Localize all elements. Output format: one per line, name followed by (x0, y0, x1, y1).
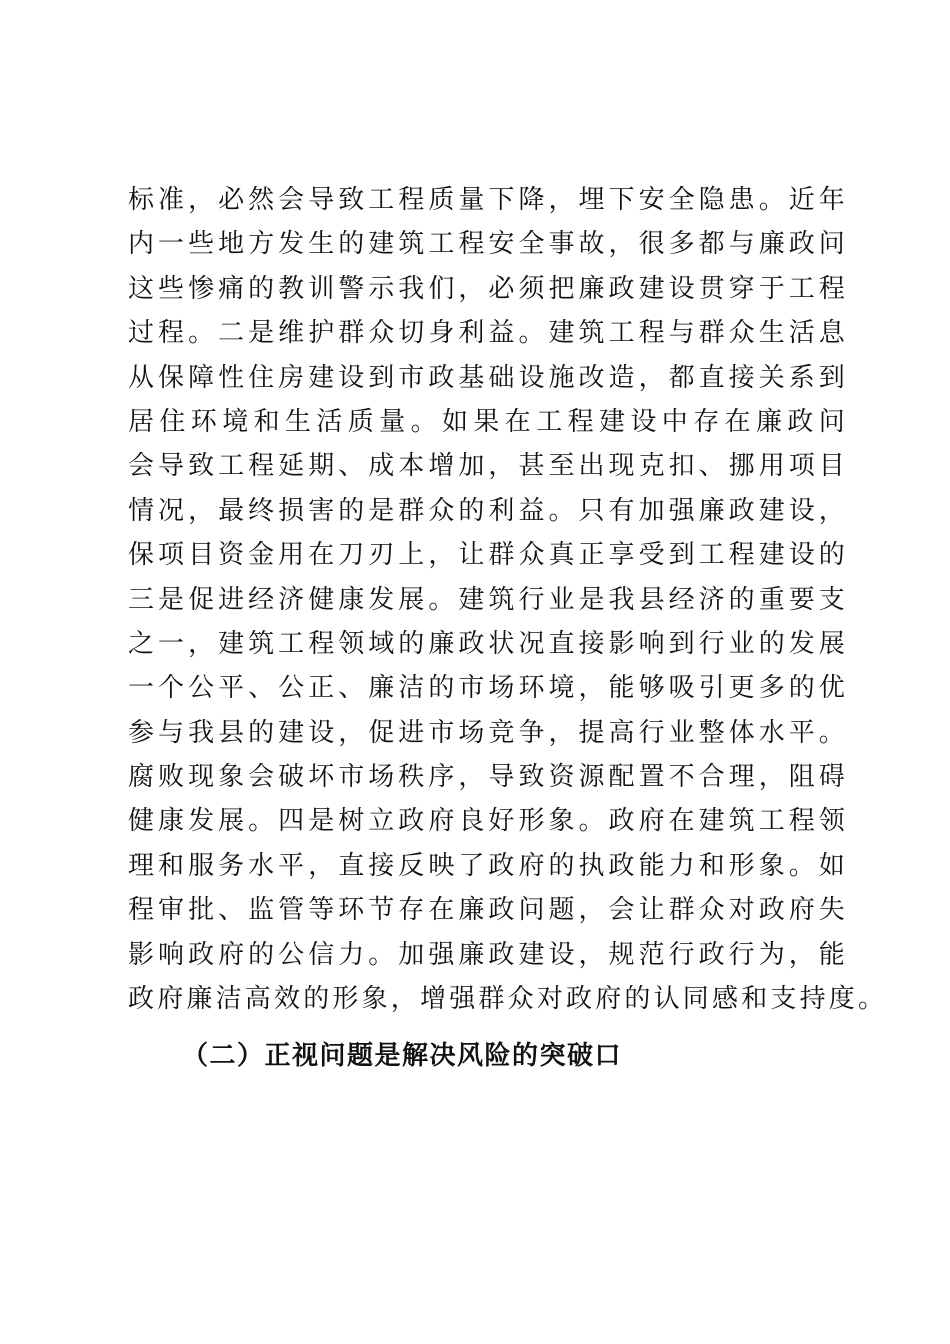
text-line: 从保障性住房建设到市政基础设施改造，都直接关系到 (128, 362, 848, 393)
text-line: 参与我县的建设，促进市场竞争，提高行业整体水平。 (128, 717, 848, 748)
text-line: 三是促进经济健康发展。建筑行业是我县经济的重要支 (128, 584, 848, 615)
text-line-last: 政府廉洁高效的形象，增强群众对政府的认同感和支持度。 (128, 984, 888, 1015)
text-line: 之一，建筑工程领域的廉政状况直接影响到行业的发展 (128, 628, 848, 659)
text-line: 这些惨痛的教训警示我们，必须把廉政建设贯穿于工程 (128, 273, 848, 304)
text-line: 健康发展。四是树立政府良好形象。政府在建筑工程领 (128, 806, 848, 837)
text-line: 居住环境和生活质量。如果在工程建设中存在廉政问 (128, 406, 848, 437)
text-line: 内一些地方发生的建筑工程安全事故，很多都与廉政问 (128, 229, 848, 260)
text-line: 标准，必然会导致工程质量下降，埋下安全隐患。近年 (128, 185, 848, 215)
text-line: 保项目资金用在刀刃上，让群众真正享受到工程建设的 (128, 540, 848, 571)
body-paragraph (128, 178, 888, 1021)
text-line: 腐败现象会破坏市场秩序，导致资源配置不合理，阻碍 (128, 762, 848, 793)
section-heading: （二）正视问题是解决风险的突破口 (182, 1041, 623, 1071)
text-line: 过程。二是维护群众切身利益。建筑工程与群众生活息 (128, 318, 848, 349)
text-line: 影响政府的公信力。加强廉政建设，规范行政行为，能 (128, 939, 848, 970)
text-line: 程审批、监管等环节存在廉政问题，会让群众对政府失 (128, 895, 848, 926)
text-line: 一个公平、公正、廉洁的市场环境，能够吸引更多的优 (128, 673, 848, 704)
text-line: 会导致工程延期、成本增加，甚至出现克扣、挪用项目 (128, 451, 848, 482)
text-line: 情况，最终损害的是群众的利益。只有加强廉政建设， (128, 495, 848, 526)
text-line: 理和服务水平，直接反映了政府的执政能力和形象。如 (128, 850, 848, 881)
